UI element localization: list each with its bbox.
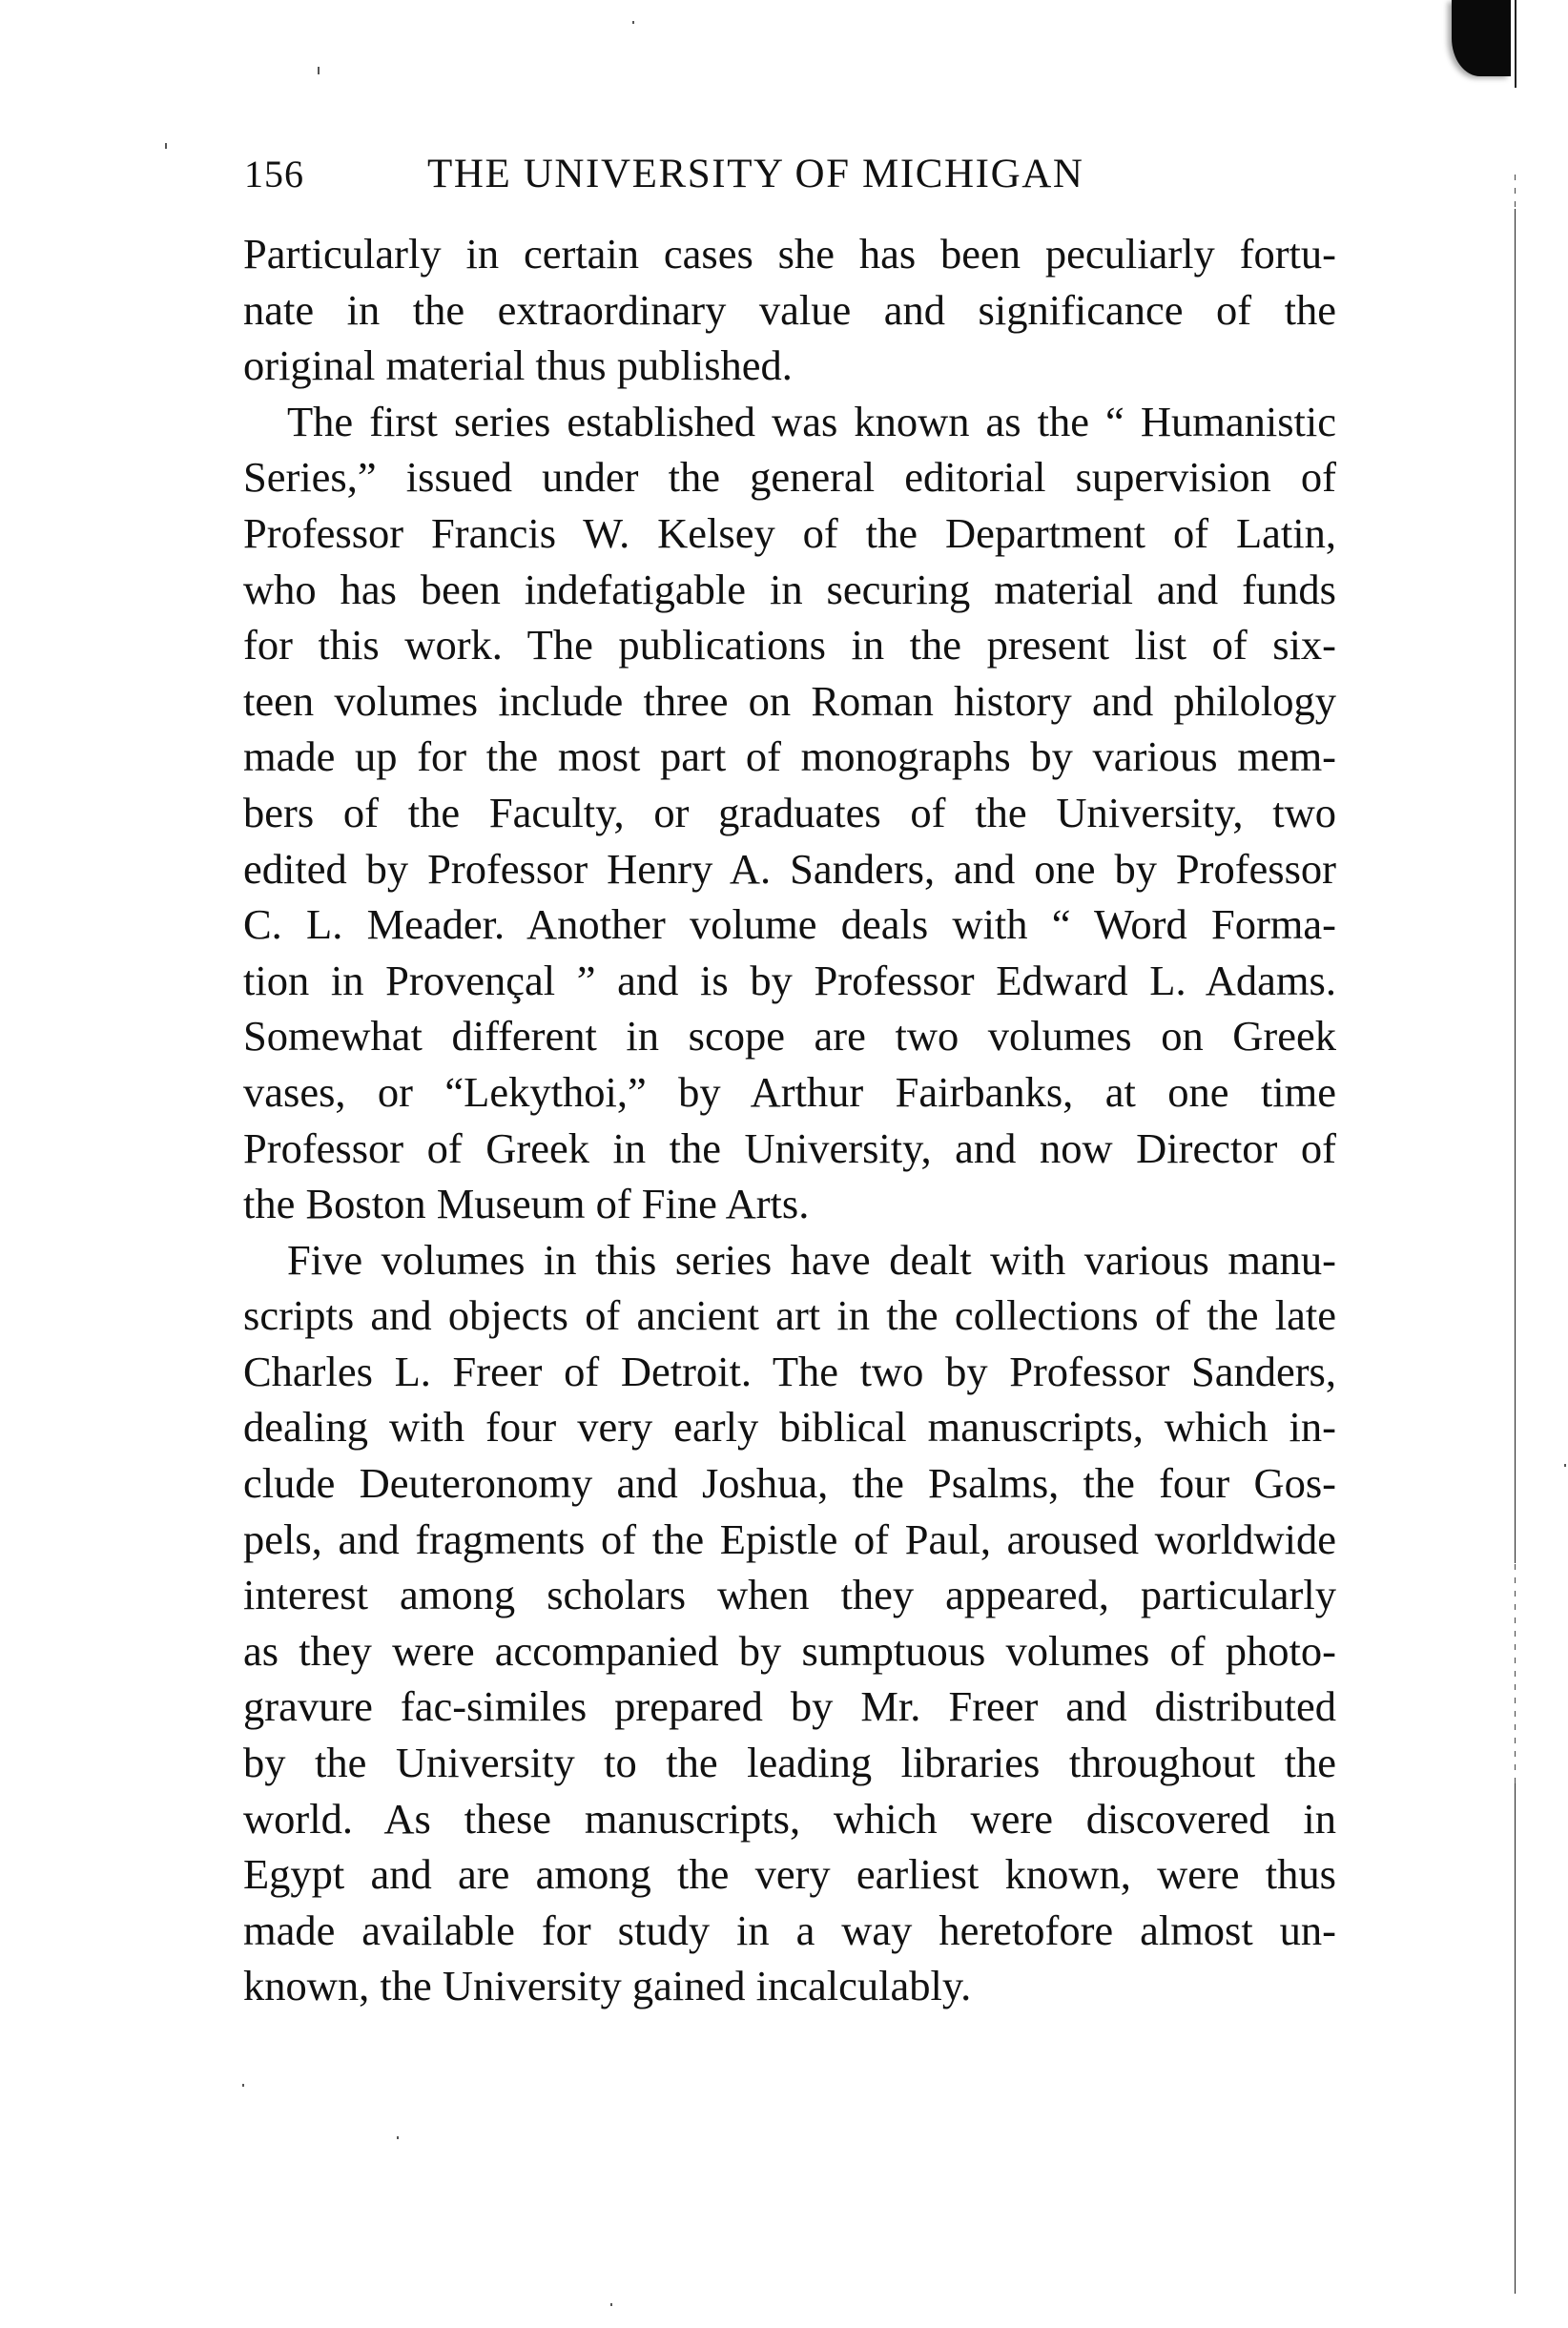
- text-line: who has been indefatigable in securing material and funds: [243, 565, 1336, 613]
- text-line: teen volumes include three on Roman history and philology: [243, 676, 1336, 725]
- scan-speck: [242, 2084, 244, 2087]
- page-edge-line: [1515, 209, 1516, 1563]
- text-line: known, the University gained incalculably.: [243, 1962, 972, 2010]
- page-edge-line: [1515, 0, 1516, 88]
- text-line: interest among scholars when they appeared, particularly: [243, 1571, 1336, 1619]
- text-line: as they were accompanied by sumptuous volumes of photo-: [243, 1626, 1336, 1675]
- text-line: by the University to the leading libraries throughout the: [243, 1739, 1336, 1787]
- text-line: gravure fac-similes prepared by Mr. Freer and distributed: [243, 1682, 1336, 1731]
- text-line: nate in the extraordinary value and significance of the: [243, 285, 1336, 334]
- text-line: bers of the Faculty, or graduates of the University, two: [243, 788, 1336, 836]
- scan-speck: [397, 2136, 399, 2139]
- text-line: made available for study in a way heretofore almost un-: [243, 1906, 1336, 1954]
- text-line: Particularly in certain cases she has been peculiarly fortu-: [243, 230, 1336, 278]
- text-line: dealing with four very early biblical manuscripts, which in-: [243, 1403, 1336, 1452]
- page-edge-line: [1515, 1783, 1516, 2294]
- text-line: Professor of Greek in the University, and now Director of: [243, 1123, 1336, 1172]
- text-line: clude Deuteronomy and Joshua, the Psalms, the four Gos-: [243, 1459, 1336, 1508]
- text-line: scripts and objects of ancient art in the collections of the late: [243, 1291, 1336, 1340]
- text-line: C. L. Meader. Another volume deals with “ Word Forma-: [243, 900, 1336, 949]
- running-head-title: THE UNIVERSITY OF MICHIGAN: [427, 152, 1084, 196]
- text-line: Professor Francis W. Kelsey of the Department of Latin,: [243, 508, 1336, 557]
- text-line: The first series established was known as the “ Humanistic: [287, 397, 1336, 445]
- text-line: Egypt and are among the very earliest known, were thus: [243, 1850, 1336, 1899]
- scan-speck: [610, 2303, 612, 2306]
- text-line: the Boston Museum of Fine Arts.: [243, 1180, 810, 1228]
- text-line: Charles L. Freer of Detroit. The two by Professor Sanders,: [243, 1347, 1336, 1395]
- text-line: made up for the most part of monographs by various mem-: [243, 732, 1336, 781]
- scan-speck: [318, 67, 320, 74]
- scan-speck: [632, 21, 634, 24]
- page-number: 156: [244, 153, 304, 196]
- paragraph: [243, 226, 1336, 394]
- text-line: vases, or “Lekythoi,” by Arthur Fairbanks, at one time: [243, 1067, 1336, 1116]
- text-line: for this work. The publications in the present list of six-: [243, 621, 1336, 670]
- paragraph: [243, 1232, 1336, 2014]
- text-line: pels, and fragments of the Epistle of Paul, aroused worldwide: [243, 1514, 1336, 1563]
- body-text: [243, 226, 1336, 2014]
- page-edge-line: [1515, 1564, 1516, 1783]
- scan-speck: [1564, 1464, 1566, 1467]
- text-line: Series,” issued under the general editorial supervision of: [243, 453, 1336, 502]
- scan-speck: [165, 143, 167, 149]
- text-line: tion in Provençal ” and is by Professor Edward L. Adams.: [243, 956, 1336, 1004]
- scan-artifact-blot: [1452, 0, 1511, 76]
- text-line: Five volumes in this series have dealt with various manu-: [287, 1235, 1336, 1284]
- text-line: world. As these manuscripts, which were discovered in: [243, 1794, 1336, 1843]
- text-line: edited by Professor Henry A. Sanders, and one by Professor: [243, 844, 1336, 893]
- text-line: Somewhat different in scope are two volumes on Greek: [243, 1012, 1336, 1061]
- page-edge-line: [1515, 175, 1516, 209]
- paragraph: [243, 394, 1336, 1232]
- text-line: original material thus published.: [243, 341, 793, 390]
- running-head: [244, 151, 1335, 198]
